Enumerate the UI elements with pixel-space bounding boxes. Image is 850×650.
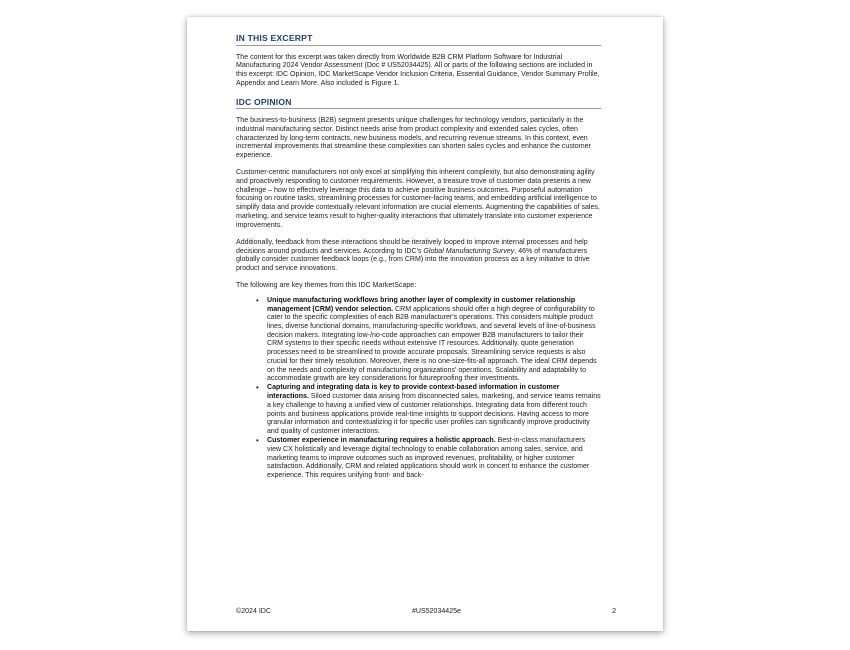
key-theme-item (256, 295, 601, 384)
para3-text-before: Additionally, feedback from these interactions should be iteratively looped to improve internal processes and help decisions around products and services. According to IDC's (236, 238, 588, 255)
footer-copyright: ©2024 IDC (236, 608, 271, 615)
opinion-paragraph-1: The business-to-business (B2B) segment presents unique challenges for technology vendors, particularly in the industrial manufacturing sector. Distinct needs arise from product complexity and extended sales cycles, often characterized by long-term contracts, new business models, and recurring revenue streams. In this context, even incremental improvements that streamline these complexities can shorten sales cycles and enhance the customer experience. (236, 117, 591, 160)
key-theme-text: CRM applications should offer a high degree of configurability to cater to the specific complexities of each B2B manufacturer's operations. This considers multiple product lines, diverse functional domains, manufacturing-specific workflows, and several levels of line-of-business decision makers. Integrating low-/no-code approaches can empower B2B manufacturers to tailor their CRM systems to their specific needs without extensive IT resources. Additionally, quote generation processes need to be streamlined to provide accurate proposals. Streamlining service requests is also crucial for their timely resolution. Moreover, there is no one-size-fits-all approach. The ideal CRM depends on the needs and complexity of manufacturing organizations' operations. Scalability and adaptability to accommodate growth are key considerations for futureproofing their investments. (267, 305, 597, 383)
para3-text-after: , 46% of manufacturers globally consider customer feedback loops (e.g., from CRM) into the innovation process as a key initiative to drive product and service innovations. (236, 247, 590, 272)
survey-title: Global Manufacturing Survey (423, 247, 515, 255)
opinion-paragraph-3 (236, 239, 601, 274)
key-theme-title: Unique manufacturing workflows bring another layer of complexity in customer relationship management (CRM) vendor selection. (267, 296, 576, 313)
key-theme-item (256, 436, 601, 481)
key-theme-text: Best-in-class manufacturers view CX holistically and leverage digital technology to enable collaboration among sales, service, and marketing teams to improve outcomes such as improved revenues, profitability, or higher customer satisfaction. Additionally, CRM and related applications should work in concert to enhance the customer experience. This requires unifying front- and back- (267, 437, 590, 480)
bullet-icon: • (256, 436, 259, 446)
opinion-paragraph-4: The following are key themes from this IDC MarketScape: (236, 282, 417, 290)
excerpt-heading: IN THIS EXCERPT (236, 34, 601, 46)
document-page (187, 17, 663, 631)
excerpt-paragraph: The content for this excerpt was taken directly from Worldwide B2B CRM Platform Software for Industrial Manufacturing 2024 Vendor Assessment (Doc # US52034425). All or parts of the following sections are included in this excerpt: IDC Opinion, IDC MarketScape Vendor Inclusion Criteria, Essential Guidance, Vendor Summary Profile, Appendix and Learn More. Also included is Figure 1. (236, 53, 600, 87)
opinion-paragraph-2: Customer-centric manufacturers not only excel at simplifying this inherent complexity, but also demonstrating agility and proactively responding to customer requirements. However, a treasure trove of customer data presents a new challenge – how to effectively leverage this data to achieve positive business outcomes. Purposeful automation focusing on routine tasks, streamlining processes for customer-facing teams, and embedding artificial intelligence to simplify data and provide contextually relevant information are crucial elements. Augmenting the capabilities of sales, marketing, and service teams result to higher-quality interactions that ultimately translate into customer experience improvements. (236, 169, 600, 229)
key-theme-title: Capturing and integrating data is key to provide context-based information in customer interactions. (267, 384, 560, 401)
bullet-icon: • (256, 295, 259, 305)
bullet-icon: • (256, 383, 259, 393)
footer-doc-number: #US52034425e (412, 608, 461, 615)
key-themes-list (236, 297, 601, 481)
key-theme-text: Siloed customer data arising from disconnected sales, marketing, and service teams remains a key challenge to having a unified view of customer relationships. Integrating data from different touch points and business applications provide real-time insights to support decisions. Having access to more granular information and contextualizing it for specific user profiles can significantly improve productivity and quality of customer interactions. (267, 393, 601, 435)
page-content (236, 34, 601, 481)
opinion-heading: IDC OPINION (236, 98, 601, 110)
key-theme-item (256, 383, 601, 436)
footer-page-number: 2 (612, 608, 616, 615)
key-theme-title: Customer experience in manufacturing requires a holistic approach. (267, 437, 496, 445)
